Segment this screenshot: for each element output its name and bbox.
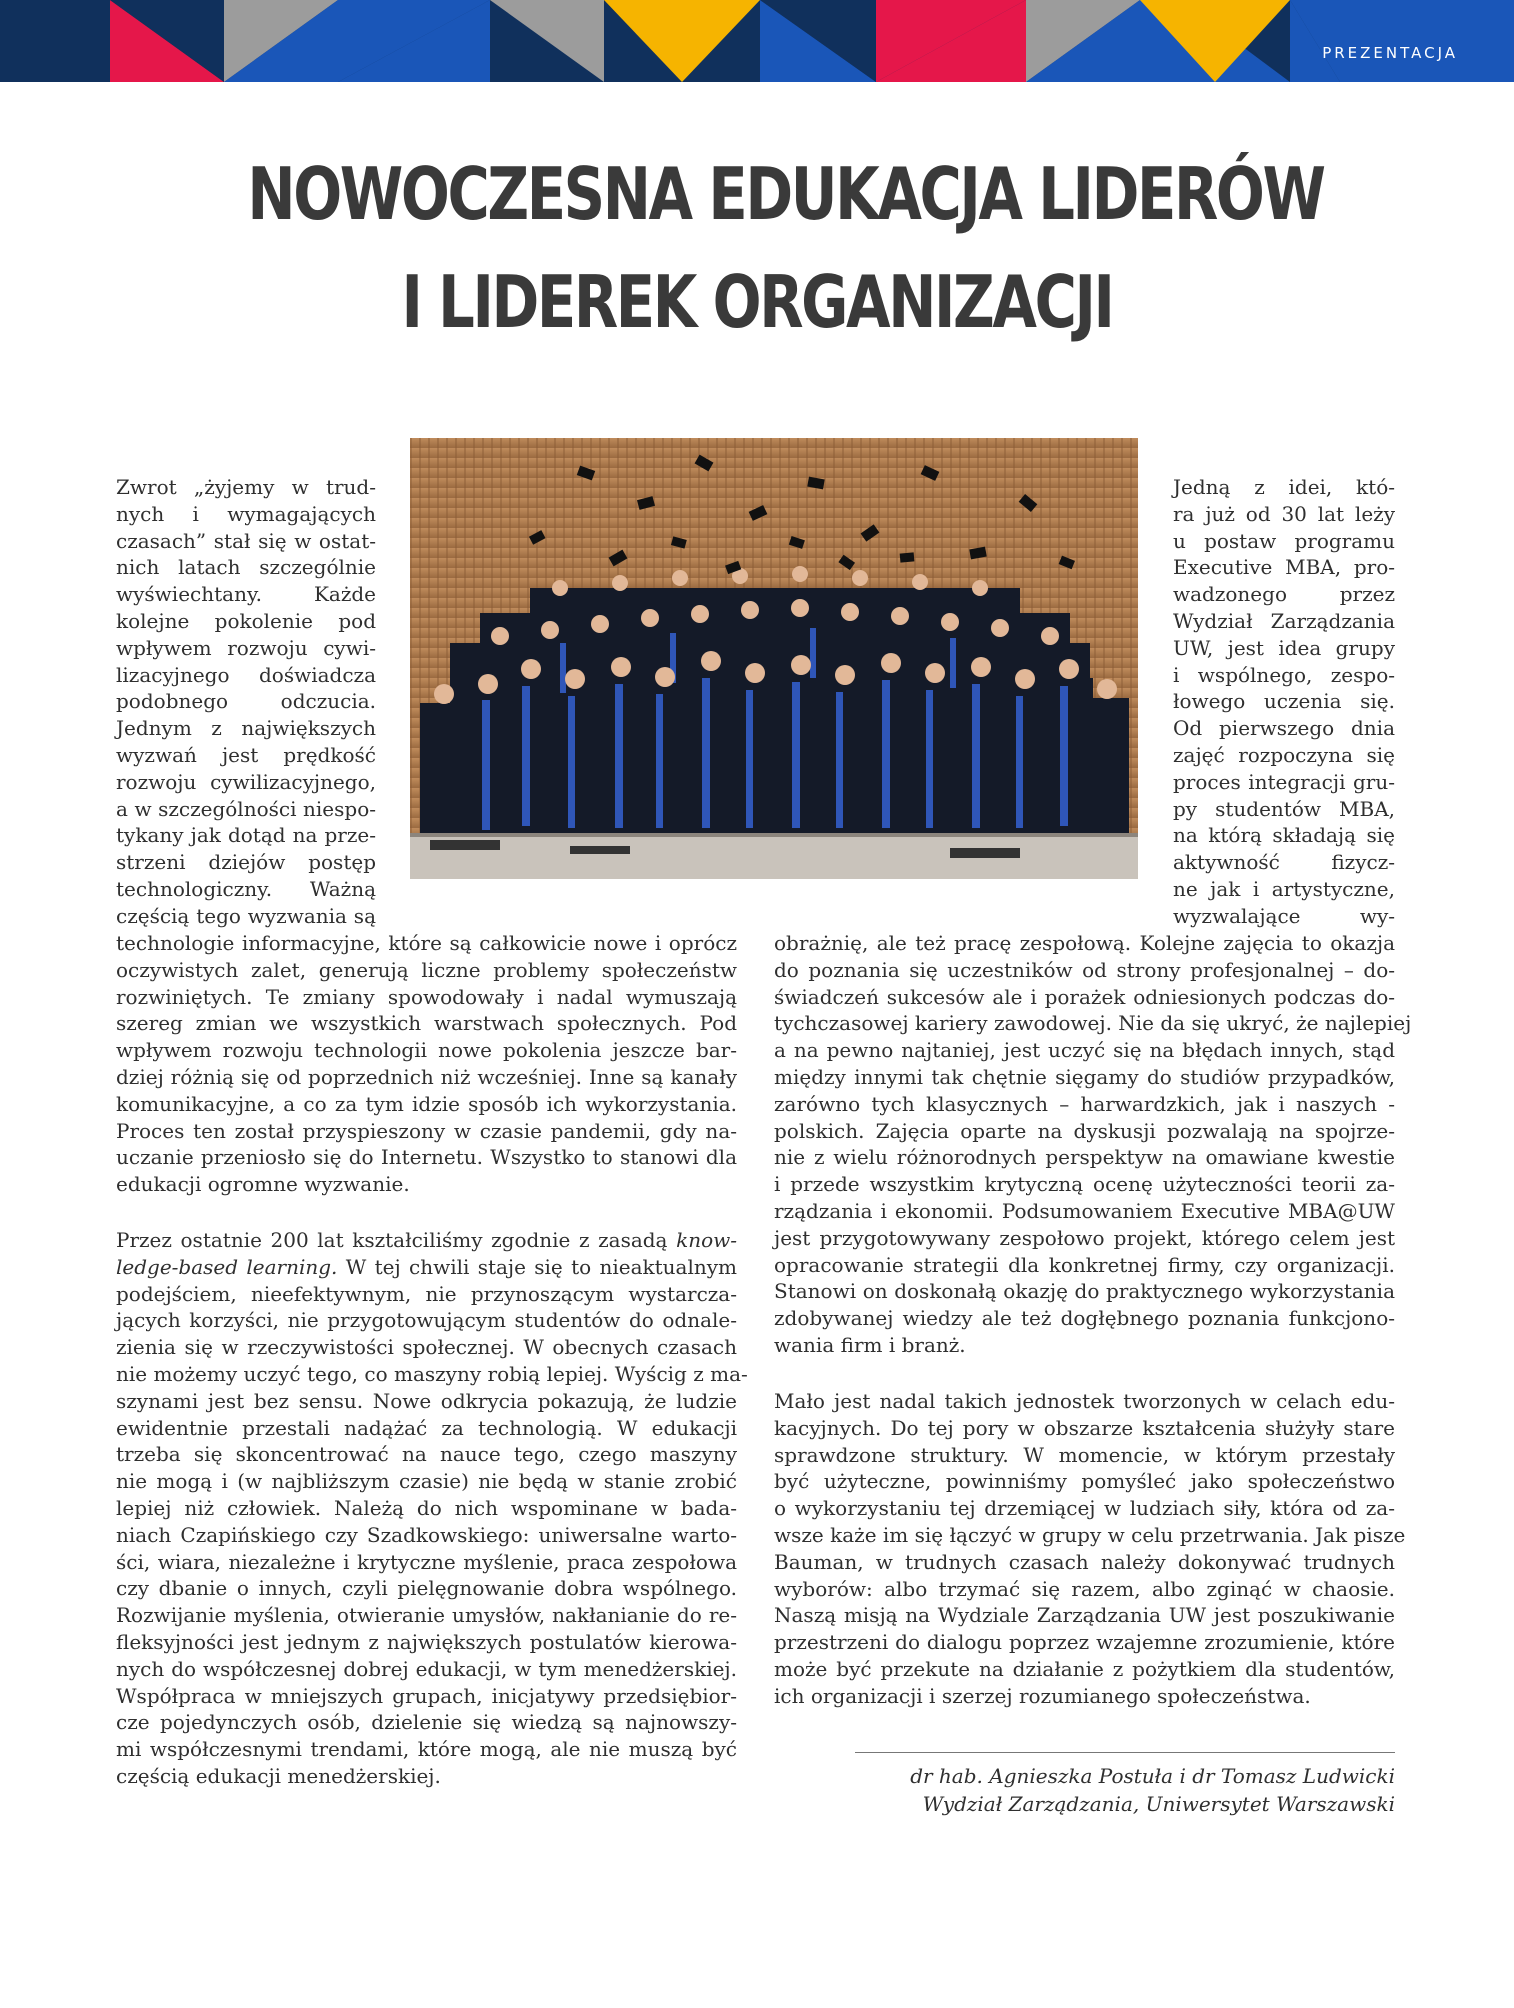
text-line: zienia się w rzeczywistości społecznej. W obecnych czasach [116,1335,737,1360]
text-line: łowego uczenia się. [1173,689,1395,714]
text-line: mi współczesnymi trendami, które mogą, ale nie muszą być [116,1737,737,1762]
left-column-paragraph-2 [116,1227,748,1790]
text-line: strzeni dziejów postęp [116,850,376,875]
text-line: trzeba się skoncentrować na nauce tego, czego maszyny [116,1442,737,1467]
text-line: Bauman, w trudnych czasach należy dokonywać trudnych [774,1549,1395,1574]
text-line: o wykorzystaniu tej drzemiącej w ludziach siły, która od za- [774,1496,1395,1521]
text-line: jest przygotowywany zespołowo projekt, którego celem jest [774,1225,1395,1250]
text-line: py studentów MBA, [1173,796,1395,821]
text-line: i wspólnego, zespo- [1173,662,1395,687]
text-run: Przez ostatnie 200 lat kształciliśmy zgodnie z zasadą [116,1228,677,1252]
text-line: do poznania się uczestników od strony profesjonalnej – do- [774,957,1395,982]
left-column-text [116,930,737,1198]
text-line: zdobywanej wiedzy ale też dogłębnego poznania funkcjono- [774,1306,1395,1331]
text-line: sprawdzone struktury. W momencie, w którym przestały [774,1442,1395,1467]
text-line: lepiej niż człowiek. Należą do nich wspominane w bada- [116,1495,737,1520]
right-column-paragraph-2 [774,1388,1406,1710]
text-line: może być przekute na działanie z pożytkiem dla studentów, [774,1656,1395,1681]
text-line: rządzania i ekonomii. Podsumowaniem Executive MBA@UW [774,1198,1395,1223]
text-line: ewidentnie przestali nadążać za technologią. W edukacji [116,1415,737,1440]
text-line: wpływem rozwoju technologii nowe pokolenia jeszcze bar- [116,1038,737,1063]
text-line: przestrzeni do dialogu poprzez wzajemne zrozumienie, które [774,1630,1395,1655]
text-line: wadzonego przez [1173,582,1395,607]
text-line: podobnego odczucia. [116,689,376,714]
text-line: nych do współczesnej dobrej edukacji, w tym menedżerskiej. [116,1656,737,1681]
author-signature [760,1762,1395,1818]
text-line: UW, jest idea grupy [1173,635,1395,660]
text-line: fleksyjności jest jednym z największych postulatów kierowa- [116,1629,737,1654]
text-line: czasach” stał się w ostat- [116,528,376,553]
text-run: W tej chwili staje się to nieaktualnym [337,1254,738,1279]
text-line: wsze każe im się łączyć w grupy w celu przetrwania. Jak pisze [774,1522,1406,1547]
text-line: technologie informacyjne, które są całkowicie nowe i oprócz [116,931,737,955]
text-line: Naszą misją na Wydziale Zarządzania UW jest poszukiwanie [774,1603,1395,1628]
text-line: wyświechtany. Każde [116,582,376,607]
text-line: aktywność fizycz- [1173,850,1395,875]
text-line: częścią tego wyzwania są [116,903,376,928]
text-line: być użyteczne, powinniśmy pomyśleć jako społeczeństwo [774,1469,1395,1494]
signature-authors: dr hab. Agnieszka Postuła i dr Tomasz Ludwicki [910,1764,1395,1788]
graduation-photo [410,438,1138,879]
text-line: komunikacyjne, a co za tym idzie sposób ich wykorzystania. [116,1091,737,1116]
text-line: Jedną z idei, któ- [1173,475,1395,499]
text-line: technologiczny. Ważną [116,876,376,901]
text-line: kolejne pokolenie pod [116,608,376,633]
text-line: nie mogą i (w najbliższym czasie) nie będą w stanie zrobić [116,1469,737,1494]
text-line: ich organizacji i szerzej rozumianego społeczeństwa. [774,1683,1311,1708]
text-line [116,1254,737,1281]
article-title [247,140,1324,356]
text-line: obrażnię, ale też pracę zespołową. Kolejne zajęcia to okazja [774,931,1395,955]
text-line: nie możemy uczyć tego, co maszyny robią lepiej. Wyścig z ma- [116,1361,748,1386]
text-line: i przede wszystkim krytyczną ocenę użyteczności teorii za- [774,1172,1395,1197]
title-line: I LIDEREK ORGANIZACJI [401,260,1113,344]
text-line: nie z wielu różnorodnych perspektyw na omawiane kwestie [774,1145,1395,1170]
text-line: tychczasowej kariery zawodowej. Nie da się ukryć, że najlepiej [774,1011,1412,1036]
title-line: NOWOCZESNA EDUKACJA LIDERÓW [247,152,1324,236]
text-line: Wydział Zarządzania [1173,608,1395,633]
left-column-wrapped-text [116,474,376,930]
text-line: proces integracji gru- [1173,769,1395,794]
text-line: rozwiniętych. Te zmiany spowodowały i nadal wymuszają [116,984,737,1009]
text-line: ra już od 30 lat leży [1173,501,1395,526]
text-line: wania firm i branż. [774,1332,966,1357]
text-line: ne jak i artystyczne, [1173,876,1395,901]
signature-affiliation: Wydział Zarządzania, Uniwersytet Warszawski [922,1792,1395,1816]
text-line: między innymi tak chętnie sięgamy do studiów przypadków, [774,1064,1395,1089]
text-line: dziej różnią się od poprzednich niż wcześniej. Inne są kanały [116,1064,737,1089]
text-line: opracowanie strategii dla konkretnej firmy, czy organizacji. [774,1252,1395,1277]
right-column-text [774,930,1412,1359]
text-line: wyzwalające wy- [1173,903,1395,928]
text-line: Executive MBA, pro- [1173,555,1395,580]
text-line: Współpraca w mniejszych grupach, inicjatywy przedsiębior- [116,1683,737,1708]
text-line: Jednym z największych [116,716,376,741]
text-line: kacyjnych. Do tej pory w obszarze kształcenia służyły stare [774,1415,1395,1440]
text-line: lizacyjnego doświadcza [116,662,376,687]
text-line: świadczeń sukcesów ale i porażek odniesionych podczas do- [774,984,1395,1009]
text-line: polskich. Zajęcia oparte na dyskusji pozwalają na spojrze- [774,1118,1395,1143]
text-line: zajęć rozpoczyna się [1173,742,1395,767]
text-run-italic: know- [676,1228,737,1252]
text-line [116,1227,737,1254]
right-column-wrapped-text [1173,474,1395,930]
text-line: jących korzyści, nie przygotowującym studentów do odnale- [116,1308,737,1333]
text-line: wyborów: albo trzymać się razem, albo zginąć w chaosie. [774,1576,1395,1601]
text-line: zarówno tych klasycznych – harwardzkich, jak i naszych - [774,1091,1395,1116]
text-line: czy dbanie o innych, czyli pielęgnowanie dobra wspólnego. [116,1576,737,1601]
text-line: nich latach szczególnie [116,555,376,580]
text-line: u postaw programu [1173,528,1395,553]
text-line: a na pewno najtaniej, jest uczyć się na błędach innych, stąd [774,1038,1395,1063]
text-line: a w szczególności niespo- [116,796,376,821]
text-line: Proces ten został przyspieszony w czasie pandemii, gdy na- [116,1118,737,1143]
text-line: cze pojedynczych osób, dzielenie się wiedzą są najnowszy- [116,1710,737,1735]
text-line: nych i wymagających [116,501,376,526]
text-line: Mało jest nadal takich jednostek tworzonych w celach edu- [774,1389,1395,1413]
text-line: szynami jest bez sensu. Nowe odkrycia pokazują, że ludzie [116,1388,737,1413]
header-banner [0,0,1514,82]
text-line: wyzwań jest prędkość [116,742,376,767]
text-line: rozwoju cywilizacyjnego, [116,769,376,794]
text-line: Od pierwszego dnia [1173,716,1395,741]
text-line: Zwrot „żyjemy w trud- [116,475,376,499]
text-line: podejściem, nieefektywnym, nie przynoszącym wystarcza- [116,1281,737,1306]
text-line: tykany jak dotąd na prze- [116,823,376,848]
text-line: Rozwijanie myślenia, otwieranie umysłów, nakłanianie do re- [116,1603,737,1628]
text-run-italic: ledge-based learning. [116,1254,338,1279]
section-label: PREZENTACJA [1322,44,1458,62]
text-line: oczywistych zalet, generują liczne problemy społeczeństw [116,957,737,982]
text-line: na którą składają się [1173,823,1395,848]
text-line: Stanowi on doskonałą okazję do praktycznego wykorzystania [774,1279,1395,1304]
text-line: częścią edukacji menedżerskiej. [116,1763,441,1788]
text-line: edukacji ogromne wyzwanie. [116,1172,410,1197]
text-line: szereg zmian we wszystkich warstwach społecznych. Pod [116,1011,737,1036]
text-line: wpływem rozwoju cywi- [116,635,376,660]
text-line: niach Czapińskiego czy Szadkowskiego: uniwersalne warto- [116,1522,737,1547]
text-line: ści, wiara, niezależne i krytyczne myślenie, praca zespołowa [116,1549,737,1574]
text-line: uczanie przeniosło się do Internetu. Wszystko to stanowi dla [116,1145,737,1170]
signature-divider [855,1752,1395,1753]
